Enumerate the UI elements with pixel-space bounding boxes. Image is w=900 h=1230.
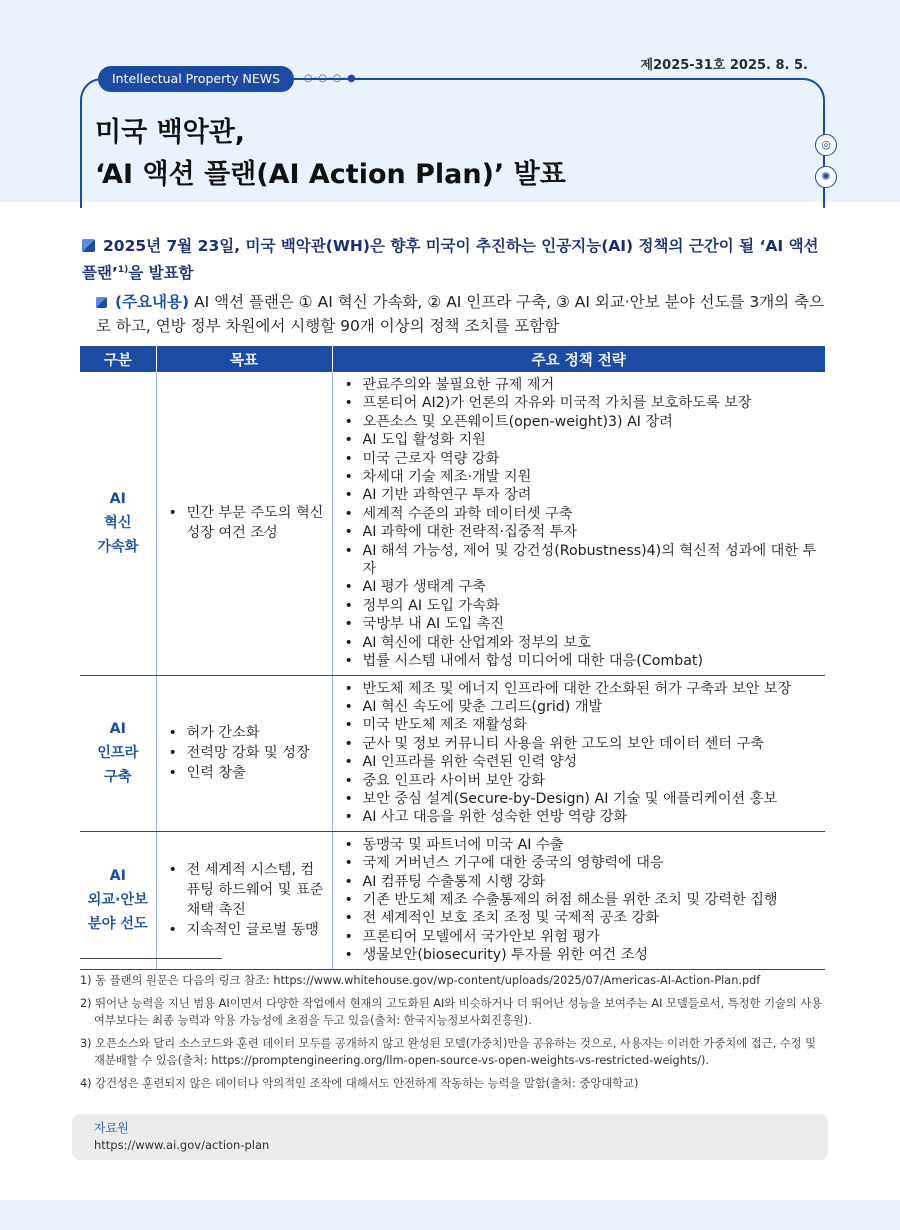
row-goals (156, 372, 332, 675)
table-row (80, 675, 825, 831)
category-line: 외교·안보 (87, 892, 148, 909)
category-line: 가속화 (97, 539, 139, 556)
strategy-item: • 미국 근로자 역량 강화 (339, 450, 820, 468)
row-category (80, 675, 156, 831)
title-line-1: 미국 백악관, (95, 117, 246, 148)
strategy-item: • 전 세계적인 보호 조치 조정 및 국제적 공조 강화 (339, 909, 820, 927)
category-line: AI (109, 721, 126, 738)
table-header-row (80, 346, 825, 372)
footnote-3: 3) 오픈소스와 달리 소스코드와 훈련 데이터 모두를 공개하지 않고 완성된 모델(가중치)만을 공유하는 것으로, 사용자는 이러한 가중치에 접근, 수정 및 재분배할 수 있음(출처: https://promptengineering.org/llm-open-source-vs-open-weights-vs-restricted-weights/). (80, 1037, 817, 1067)
row-strategies (332, 831, 825, 969)
category-line: AI (109, 868, 126, 885)
header-strategy: 주요 정책 전략 (332, 346, 825, 372)
news-label: Intellectual Property NEWS (98, 66, 294, 92)
strategy-item: • 오픈소스 및 오픈웨이트(open-weight)3) AI 장려 (339, 413, 820, 431)
title-line-2: ‘AI 액션 플랜(AI Action Plan)’ 발표 (95, 159, 566, 190)
source-box (72, 1114, 828, 1160)
network-icon: ✺ (815, 166, 837, 188)
strategy-item: • AI 사고 대응을 위한 성숙한 연방 역량 강화 (339, 808, 820, 826)
strategy-item: • AI 평가 생태계 구축 (339, 578, 820, 596)
strategy-item: • 차세대 기술 제조·개발 지원 (339, 468, 820, 486)
strategy-item: • AI 혁신에 대한 산업계와 정부의 보호 (339, 634, 820, 652)
strategy-item: • AI 인프라를 위한 숙련된 인력 양성 (339, 753, 820, 771)
globe-icon: ◎ (815, 134, 837, 156)
category-line: 인프라 (97, 745, 139, 762)
strategy-item: • 군사 및 정보 커뮤니티 사용을 위한 고도의 보안 데이터 센터 구축 (339, 735, 820, 753)
footnote-2: 2) 뛰어난 능력을 지닌 범용 AI이면서 다양한 작업에서 현재의 고도화된 AI와 비슷하거나 더 뛰어난 성능을 보여주는 AI 모델들로서, 특정한 기술의 사용 여부보다는 최종 능력과 악용 가능성에 초점을 두고 있음(출처: 한국지능정보사회진흥원). (80, 997, 823, 1027)
strategy-item: • 미국 반도체 제조 재활성화 (339, 716, 820, 734)
lead-paragraph: 2025년 7월 23일, 미국 백악관(WH)은 향후 미국이 추진하는 인공지능(AI) 정책의 근간이 될 ‘AI 액션 플랜’$^{1)}$을 발표함 (82, 237, 819, 283)
strategy-item: • AI 해석 가능성, 제어 및 강건성(Robustness)4)의 혁신적 성과에 대한 투자 (339, 542, 820, 579)
strategy-item: • 법률 시스템 내에서 합성 미디어에 대한 대응(Combat) (339, 652, 820, 670)
cube-bullet-icon (96, 297, 107, 308)
row-category (80, 372, 156, 675)
row-goals (156, 675, 332, 831)
strategy-item: • AI 과학에 대한 전략적·집중적 투자 (339, 523, 820, 541)
strategy-item: • 기존 반도체 제조 수출통제의 허점 해소를 위한 조치 및 강력한 집행 (339, 891, 820, 909)
decorative-dots: ○-○-○-● (304, 73, 357, 84)
strategy-item: • 세계적 수준의 과학 데이터셋 구축 (339, 505, 820, 523)
footnotes (80, 972, 828, 1098)
strategy-item: • 보안 중심 설계(Secure-by-Design) AI 기술 및 애플리케이션 홍보 (339, 790, 820, 808)
strategy-item: • 동맹국 및 파트너에 미국 AI 수출 (339, 836, 820, 854)
header-goal: 목표 (156, 346, 332, 372)
strategy-item: • 국제 거버넌스 기구에 대한 중국의 영향력에 대응 (339, 854, 820, 872)
footnote-4: 4) 강건성은 훈련되지 않은 데이터나 악의적인 조작에 대해서도 안전하게 작동하는 능력을 말함(출처: 중앙대학교) (80, 1077, 639, 1090)
strategy-item: • 국방부 내 AI 도입 촉진 (339, 615, 820, 633)
category-line: 구축 (104, 769, 132, 786)
source-url[interactable]: https://www.ai.gov/action-plan (94, 1138, 270, 1152)
category-line: 혁신 (104, 515, 132, 532)
strategy-item: • AI 컴퓨팅 수출통제 시행 강화 (339, 873, 820, 891)
issue-number: 제2025-31호 2025. 8. 5. (640, 58, 808, 73)
strategy-item: • AI 기반 과학연구 투자 장려 (339, 486, 820, 504)
strategy-item: • 프론티어 모델에서 국가안보 위험 평가 (339, 928, 820, 946)
goal-item: • 인력 창출 (163, 763, 326, 783)
strategy-item: • 중요 인프라 사이버 보안 강화 (339, 772, 820, 790)
summary-highlight: (주요내용) (115, 293, 190, 311)
strategy-item: • 반도체 제조 및 에너지 인프라에 대한 간소화된 허가 구축과 보안 보장 (339, 680, 820, 698)
footer-band (0, 1200, 900, 1230)
goal-item: • 지속적인 글로벌 동맹 (163, 920, 326, 940)
table-row (80, 372, 825, 675)
page-title (95, 112, 566, 196)
row-strategies (332, 675, 825, 831)
strategy-item: • 생물보안(biosecurity) 투자를 위한 여건 조성 (339, 946, 820, 964)
strategy-item: • AI 혁신 속도에 맞춘 그리드(grid) 개발 (339, 698, 820, 716)
goal-item: • 허가 간소화 (163, 723, 326, 743)
category-line: AI (109, 491, 126, 508)
strategy-item: • 프론티어 AI2)가 언론의 자유와 미국적 가치를 보호하도록 보장 (339, 394, 820, 412)
summary-paragraph (96, 290, 829, 338)
table-row (80, 831, 825, 969)
summary-text: AI 액션 플랜은 ① AI 혁신 가속화, ② AI 인프라 구축, ③ AI 외교·안보 분야 선도를 3개의 축으로 하고, 연방 정부 차원에서 시행할 90개 이상의 정책 조치를 포함함 (96, 293, 825, 335)
strategy-item: • 관료주의와 불필요한 규제 제거 (339, 376, 820, 394)
category-line: 분야 선도 (87, 916, 148, 933)
policy-table (80, 346, 825, 970)
goal-item: • 민간 부문 주도의 혁신 성장 여건 조성 (163, 503, 326, 543)
footnote-1: 1) 동 플랜의 원문은 다음의 링크 참조: https://www.whitehouse.gov/wp-content/uploads/2025/07/Americas-AI-Action-Plan.pdf (80, 974, 761, 987)
goal-item: • 전력망 강화 및 성장 (163, 743, 326, 763)
strategy-item: • 정부의 AI 도입 가속화 (339, 597, 820, 615)
row-strategies (332, 372, 825, 675)
cube-bullet-icon (82, 239, 95, 252)
footnote-divider (80, 958, 222, 959)
header-category: 구분 (80, 346, 156, 372)
source-label: 자료원 (94, 1121, 129, 1135)
goal-item: • 전 세계적 시스템, 컴퓨팅 하드웨어 및 표준 채택 촉진 (163, 860, 326, 920)
row-category (80, 831, 156, 969)
row-goals (156, 831, 332, 969)
strategy-item: • AI 도입 활성화 지원 (339, 431, 820, 449)
